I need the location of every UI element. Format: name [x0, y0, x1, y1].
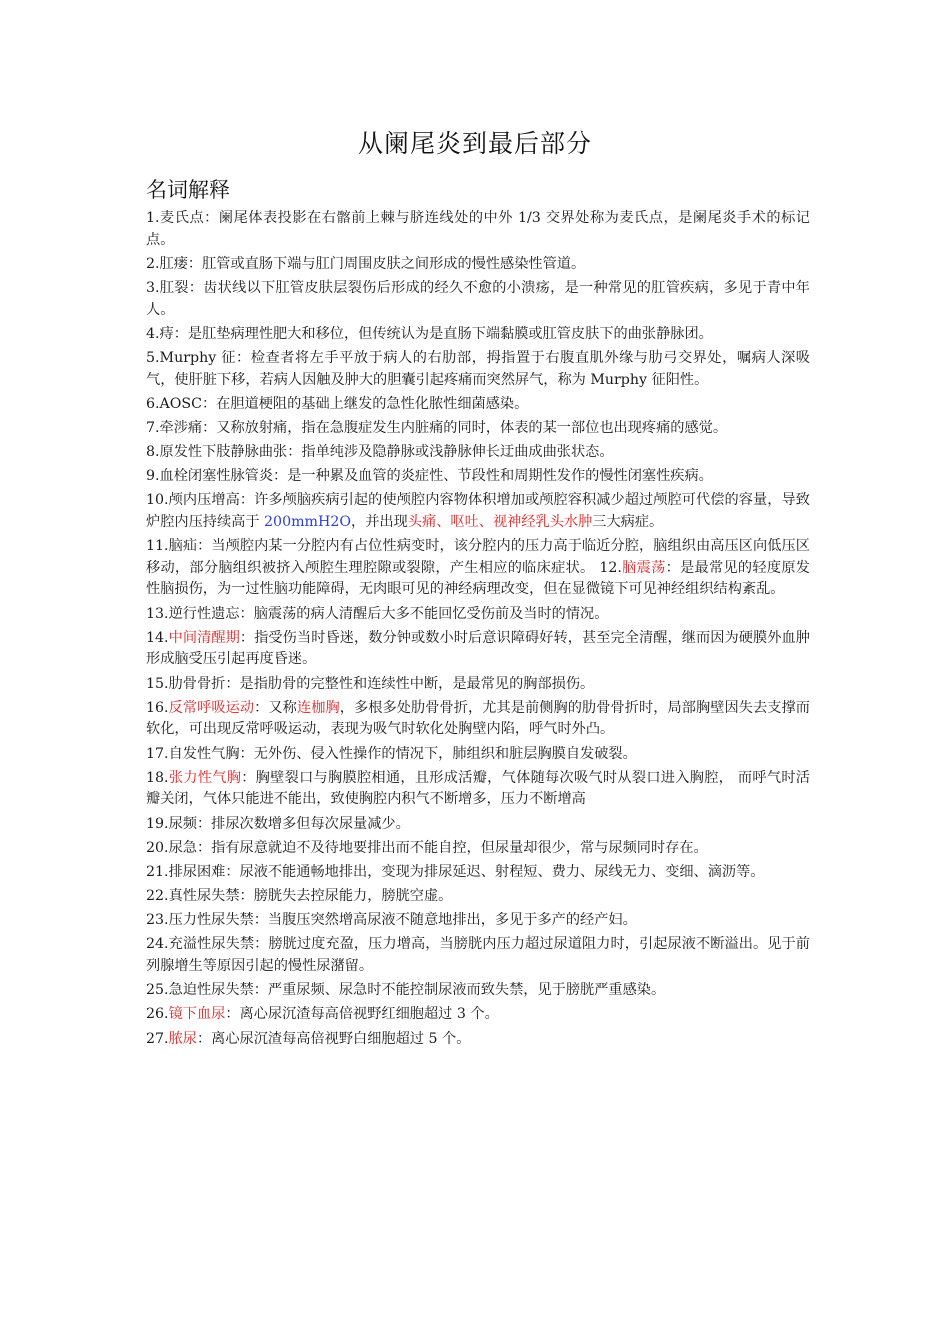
- definition-text: ：胸壁裂口与胸膜腔相通，且形成活瓣，气体随每次吸气时从裂口进入胸腔， 而呼气时活瓣关闭，气体只能进不能出，致使胸腔内积气不断增多，压力不断增高: [146, 769, 810, 808]
- definition-text: 21.排尿困难：尿液不能通畅地排出，变现为排尿延迟、射程短、费力、尿线无力、变细、滴沥等。: [146, 863, 765, 880]
- definition-item: [146, 980, 810, 1002]
- document-title: 从阑尾炎到最后部分: [357, 129, 592, 158]
- definition-item: [146, 698, 810, 741]
- definition-text: 22.真性尿失禁：膀胱失去控尿能力，膀胱空虚。: [146, 888, 453, 905]
- highlighted-term: 头痛、呕吐、视神经乳头水肿: [407, 514, 593, 531]
- definition-item: [146, 278, 810, 321]
- definition-text: 27.: [146, 1030, 169, 1047]
- definition-item: [146, 208, 810, 251]
- definition-text: ：离心尿沉渣每高倍视野红细胞超过 3 个。: [225, 1006, 499, 1023]
- definition-item: [146, 466, 810, 488]
- highlighted-term: 中间清醒期: [168, 629, 240, 646]
- definition-text: 4.痔：是肛垫病理性肥大和移位，但传统认为是直肠下端黏膜或肛管皮肤下的曲张静脉团。: [146, 325, 713, 342]
- definition-text: 14.: [146, 629, 169, 646]
- definition-text: 7.牵涉痛：又称放射痛，指在急腹症发生内脏痛的同时，体表的某一部位也出现疼痛的感觉。: [146, 419, 728, 436]
- definition-text: 3.肛裂：齿状线以下肛管皮肤层裂伤后形成的经久不愈的小溃疡，是一种常见的肛管疾病，多见于青中年人。: [146, 279, 810, 318]
- highlighted-term: 脑震荡: [621, 559, 666, 576]
- definition-text: 18.: [146, 769, 169, 786]
- definition-text: 20.尿急：指有尿意就迫不及待地要排出而不能自控，但尿量却很少，常与尿频同时存在。: [146, 839, 708, 856]
- highlighted-term: 镜下血尿: [168, 1006, 226, 1023]
- definition-text: 26.: [146, 1006, 169, 1023]
- definition-text: ：又称: [254, 699, 297, 716]
- definition-text: ：指受伤当时昏迷，数分钟或数小时后意识障碍好转，甚至完全清醒，继而因为硬膜外血肿形成脑受压引起再度昏迷。: [146, 629, 810, 668]
- definition-text: 23.压力性尿失禁：当腹压突然增高尿液不随意地排出，多见于多产的经产妇。: [146, 912, 637, 929]
- definition-text: 三大病症。: [592, 514, 664, 531]
- definition-item: [146, 628, 810, 671]
- definition-item: [146, 910, 810, 932]
- definition-item: [146, 862, 810, 884]
- definition-item: [146, 254, 810, 276]
- definition-text: 8.原发性下肢静脉曲张：指单纯涉及隐静脉或浅静脉伸长迂曲成曲张状态。: [146, 444, 614, 461]
- definition-text: 6.AOSC：在胆道梗阻的基础上继发的急性化脓性细菌感染。: [146, 395, 529, 412]
- definition-text: 25.急迫性尿失禁：严重尿频、尿急时不能控制尿液而致失禁，见于膀胱严重感染。: [146, 982, 666, 999]
- definition-text: 13.逆行性遗忘：脑震荡的病人清醒后大多不能回忆受伤前及当时的情况。: [146, 605, 609, 622]
- definition-text: 19.尿频：排尿次数增多但每次尿量减少。: [146, 815, 410, 832]
- definition-item: [146, 744, 810, 766]
- definition-text: 24.充溢性尿失禁：膀胱过度充盈，压力增高，当膀胱内压力超过尿道阻力时，引起尿液不断溢出。见于前列腺增生等原因引起的慢性尿潴留。: [146, 936, 810, 975]
- highlighted-term: 200mmH2O: [264, 514, 352, 531]
- definition-item: [146, 838, 810, 860]
- highlighted-term: 脓尿: [168, 1030, 197, 1047]
- definition-text: 10.颅内压增高：许多颅脑疾病引起的使颅腔内容物体积增加或颅腔容积减少超过颅腔可代偿的容量，导致炉腔内压持续高于: [146, 492, 810, 531]
- definition-text: 5.Murphy 征：检查者将左手平放于病人的右肋部，拇指置于右腹直肌外缘与肋弓交界处，嘱病人深吸气，使肝脏下移，若病人因触及肿大的胆囊引起疼痛而突然屏气，称为 Murphy 征阳性。: [146, 349, 810, 388]
- definition-item: [146, 418, 810, 440]
- definition-item: [146, 1029, 810, 1051]
- definition-item: [146, 814, 810, 836]
- definition-text: ：是最常见的轻度原发性脑损伤，为一过性脑功能障碍，无肉眼可见的神经病理改变，但在显微镜下可见神经组织结构紊乱。: [146, 559, 810, 598]
- definition-item: [146, 348, 810, 391]
- definition-item: [146, 768, 810, 811]
- definition-item: [146, 934, 810, 977]
- definition-item: [146, 886, 810, 908]
- definition-text: ，多根多处肋骨骨折，尤其是前侧胸的肋骨骨折时，局部胸壁因失去支撑而软化，可出现反常呼吸运动，表现为吸气时软化处胸壁内陷，呼气时外凸。: [146, 699, 810, 738]
- definition-item: [146, 490, 810, 533]
- highlighted-term: 连枷胸: [296, 699, 340, 716]
- section-heading: 名词解释: [146, 178, 230, 202]
- highlighted-term: 反常呼吸运动: [168, 699, 255, 716]
- definition-text: ：离心尿沉渣每高倍视野白细胞超过 5 个。: [196, 1030, 471, 1047]
- definition-item: [146, 674, 810, 696]
- definition-text: 15.肋骨骨折：是指肋骨的完整性和连续性中断，是最常见的胸部损伤。: [146, 675, 595, 692]
- highlighted-term: 张力性气胸: [168, 769, 242, 786]
- definition-text: 2.肛瘘：肛管或直肠下端与肛门周围皮肤之间形成的慢性感染性管道。: [146, 255, 586, 272]
- definition-text: 9.血栓闭塞性脉管炎：是一种累及血管的炎症性、节段性和周期性发作的慢性闭塞性疾病。: [146, 468, 713, 485]
- definition-item: [146, 536, 810, 601]
- definition-text: 11.脑疝：当颅腔内某一分腔内有占位性病变时，该分腔内的压力高于临近分腔，脑组织由高压区向低压区移动，部分脑组织被挤入颅腔生理腔隙或裂隙，产生相应的临床症状。 12.: [146, 538, 810, 576]
- definition-text: 17.自发性气胸：无外伤、侵入性操作的情况下，肺组织和脏层胸膜自发破裂。: [146, 745, 637, 762]
- definition-item: [146, 394, 810, 416]
- definition-item: [146, 442, 810, 464]
- definition-text: ，并出现: [351, 514, 408, 531]
- definition-item: [146, 604, 810, 626]
- definition-item: [146, 1004, 810, 1026]
- term-definition-list: [146, 208, 810, 1053]
- definition-item: [146, 324, 810, 346]
- definition-text: 16.: [146, 699, 169, 716]
- definition-text: 1.麦氏点：阑尾体表投影在右髂前上棘与脐连线处的中外 1/3 交界处称为麦氏点，是阑尾炎手术的标记点。: [146, 210, 810, 248]
